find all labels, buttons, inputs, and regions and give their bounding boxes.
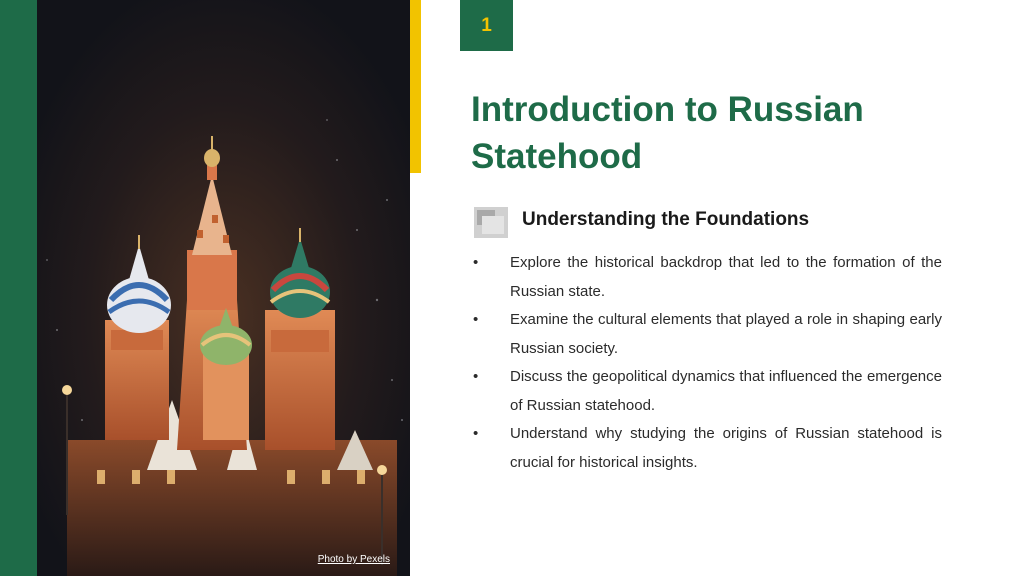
list-item [470, 249, 942, 306]
bullet-text: Explore the historical backdrop that led to the formation of the Russian state. [510, 254, 942, 300]
bullet-dot: • [473, 425, 479, 442]
bullet-dot: • [473, 254, 479, 271]
list-item [470, 363, 942, 420]
bullet-text: Discuss the geopolitical dynamics that influenced the emergence of Russian statehood. [510, 368, 942, 414]
bullet-dot: • [473, 311, 479, 328]
slide-subtitle: Understanding the Foundations [522, 209, 810, 230]
cathedral-illustration [37, 0, 410, 576]
bullet-text: Examine the cultural elements that played a role in shaping early Russian society. [510, 311, 942, 357]
subtitle-squares-icon [474, 207, 508, 238]
accent-gold-bar [410, 0, 421, 173]
slide-title: Introduction to Russian Statehood [471, 90, 864, 176]
bullet-list [470, 249, 942, 477]
bullet-dot: • [473, 368, 479, 385]
bullet-text: Understand why studying the origins of Russian statehood is crucial for historical insights. [510, 425, 942, 471]
side-green-strip [0, 0, 37, 576]
list-item [470, 420, 942, 477]
slide-number-badge: 1 [460, 0, 513, 51]
cathedral-photo [37, 0, 410, 576]
photo-credit-link[interactable]: Photo by Pexels [317, 554, 390, 565]
list-item [470, 306, 942, 363]
